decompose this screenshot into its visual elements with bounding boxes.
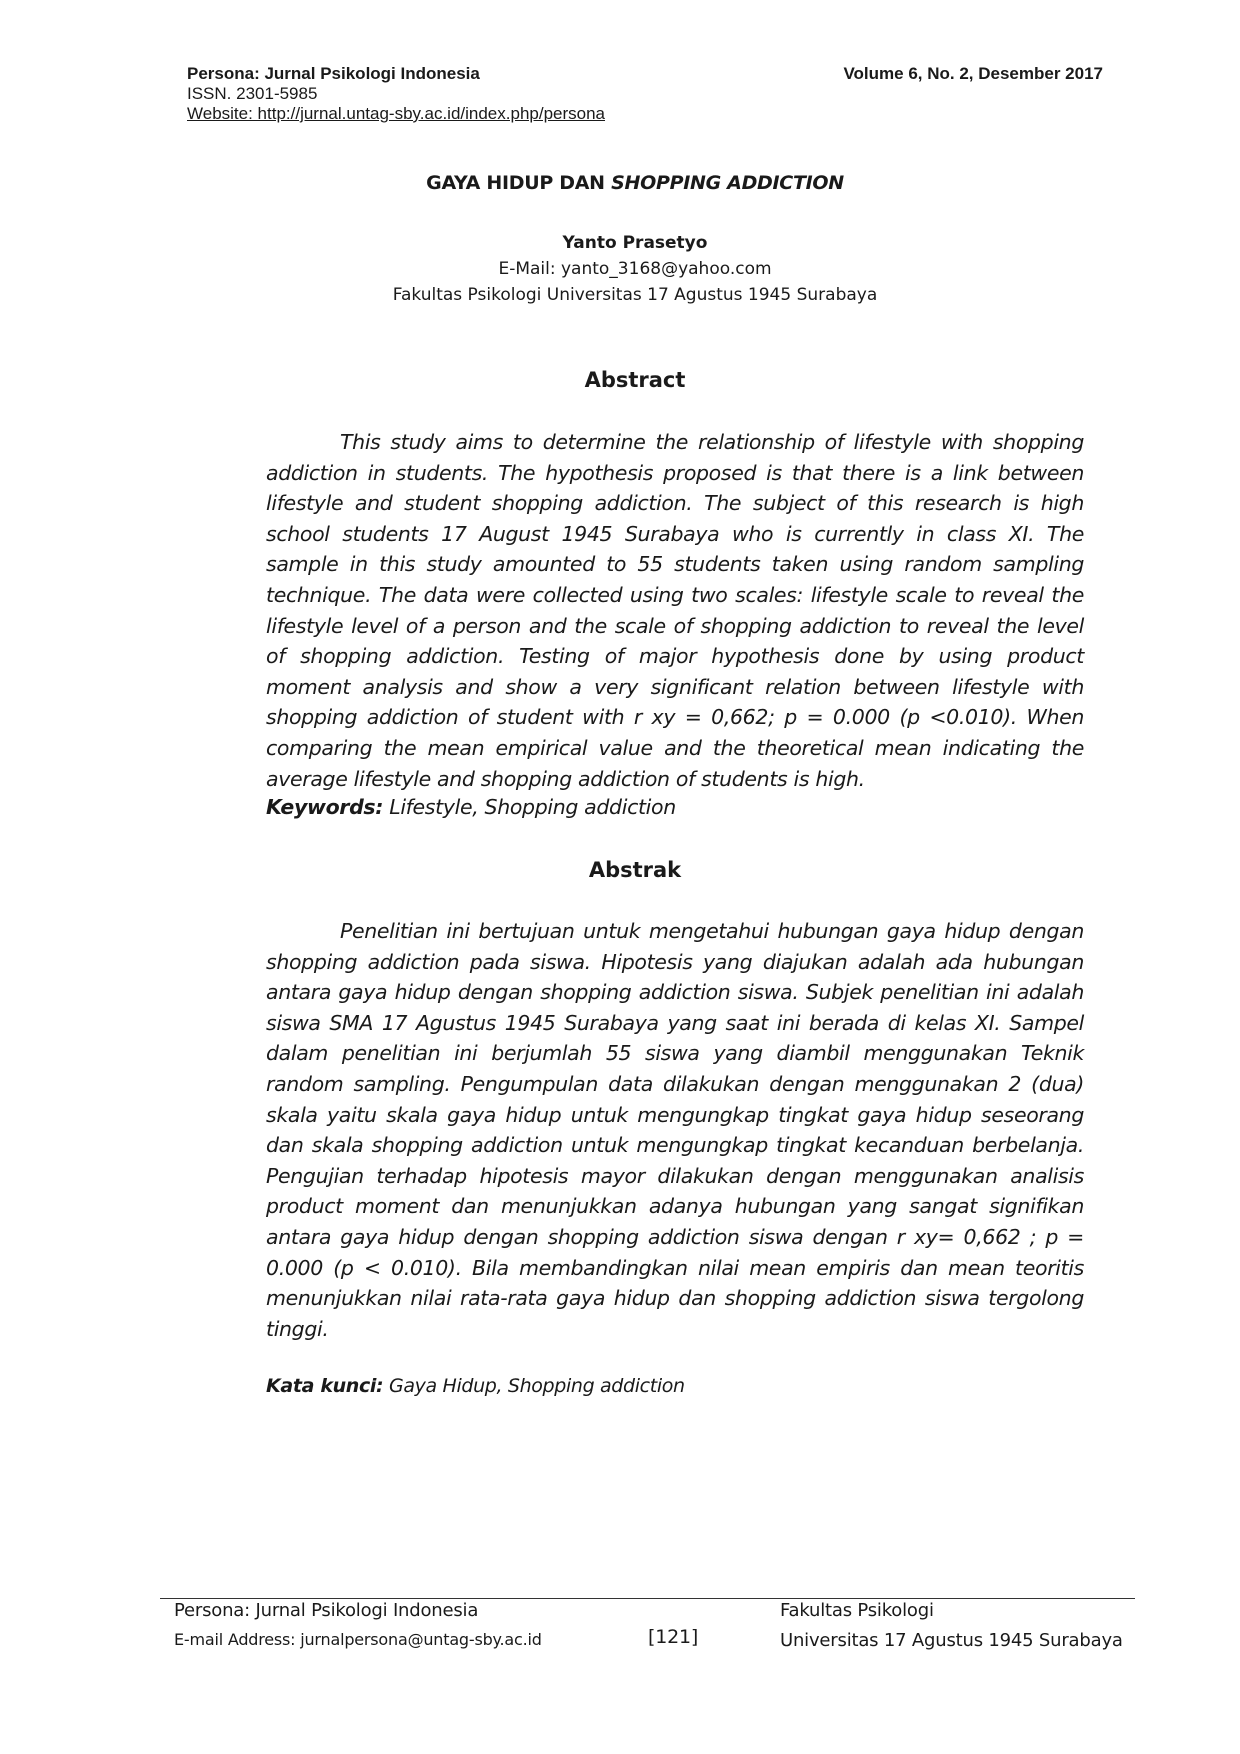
kata-kunci-label: Kata kunci: <box>266 1375 384 1397</box>
abstrak-heading: Abstrak <box>588 858 682 882</box>
issn: ISSN. 2301-5985 <box>187 84 318 103</box>
author-name: Yanto Prasetyo <box>562 233 708 253</box>
footer-university: Universitas 17 Agustus 1945 Surabaya <box>780 1630 1123 1651</box>
kata-kunci-line <box>266 1375 685 1397</box>
website-link[interactable]: Website: http://jurnal.untag-sby.ac.id/index.php/persona <box>187 104 606 123</box>
footer-journal: Persona: Jurnal Psikologi Indonesia <box>174 1600 479 1621</box>
kata-kunci-text: Gaya Hidup, Shopping addiction <box>383 1375 685 1397</box>
footer-faculty: Fakultas Psikologi <box>780 1600 934 1621</box>
abstrak-paragraph <box>266 916 1084 1344</box>
author-block <box>15 230 1240 308</box>
running-header <box>187 64 605 124</box>
volume-info: Volume 6, No. 2, Desember 2017 <box>843 64 1103 83</box>
page-number: [121] <box>648 1626 699 1648</box>
footer-divider <box>160 1598 1135 1599</box>
author-email: E-Mail: yanto_3168@yahoo.com <box>498 259 772 279</box>
title-italic: SHOPPING ADDICTION <box>611 172 844 194</box>
author-affiliation: Fakultas Psikologi Universitas 17 Agustus 1945 Surabaya <box>392 285 878 305</box>
footer-email: E-mail Address: jurnalpersona@untag-sby.ac.id <box>174 1630 542 1649</box>
keywords-label: Keywords: <box>266 795 384 819</box>
abstract-text: This study aims to determine the relationship of lifestyle with shopping addiction in students. The hypothesis proposed is that there is a link between lifestyle and student shopping addiction. The subject of this research is high school students 17 August 1945 Surabaya who is currently in class XI. The sample in this study amounted to 55 students taken using random sampling technique. The data were collected using two scales: lifestyle scale to reveal the lifestyle level of a person and the scale of shopping addiction to reveal the level of shopping addiction. Testing of major hypothesis done by using product moment analysis and show a very significant relation between lifestyle with shopping addiction of student with r xy = 0,662; p = 0.000 (p <0.010). When comparing the mean empirical value and the theoretical mean indicating the average lifestyle and shopping addiction of students is high. <box>266 430 1084 791</box>
keywords-text: Lifestyle, Shopping addiction <box>383 795 676 819</box>
title-plain: GAYA HIDUP DAN <box>426 172 612 194</box>
paper-title <box>15 172 1240 194</box>
keywords-line <box>266 795 676 819</box>
abstract-heading: Abstract <box>584 368 686 392</box>
abstract-paragraph <box>266 427 1084 794</box>
journal-name: Persona: Jurnal Psikologi Indonesia <box>187 64 480 83</box>
abstrak-text: Penelitian ini bertujuan untuk mengetahui hubungan gaya hidup dengan shopping addiction pada siswa. Hipotesis yang diajukan adalah ada hubungan antara gaya hidup dengan shopping addiction siswa. Subjek penelitian ini adalah siswa SMA 17 Agustus 1945 Surabaya yang saat ini berada di kelas XI. Sampel dalam penelitian ini berjumlah 55 siswa yang diambil menggunakan Teknik random sampling. Pengumpulan data dilakukan dengan menggunakan 2 (dua) skala yaitu skala gaya hidup untuk mengungkap tingkat gaya hidup seseorang dan skala shopping addiction untuk mengungkap tingkat kecanduan berbelanja. Pengujian terhadap hipotesis mayor dilakukan dengan menggunakan analisis product moment dan menunjukkan adanya hubungan yang sangat signifikan antara gaya hidup dengan shopping addiction siswa dengan r xy= 0,662 ; p = 0.000 (p < 0.010). Bila membandingkan nilai mean empiris dan mean teoritis menunjukkan nilai rata-rata gaya hidup dan shopping addiction siswa tergolong tinggi. <box>266 919 1084 1341</box>
